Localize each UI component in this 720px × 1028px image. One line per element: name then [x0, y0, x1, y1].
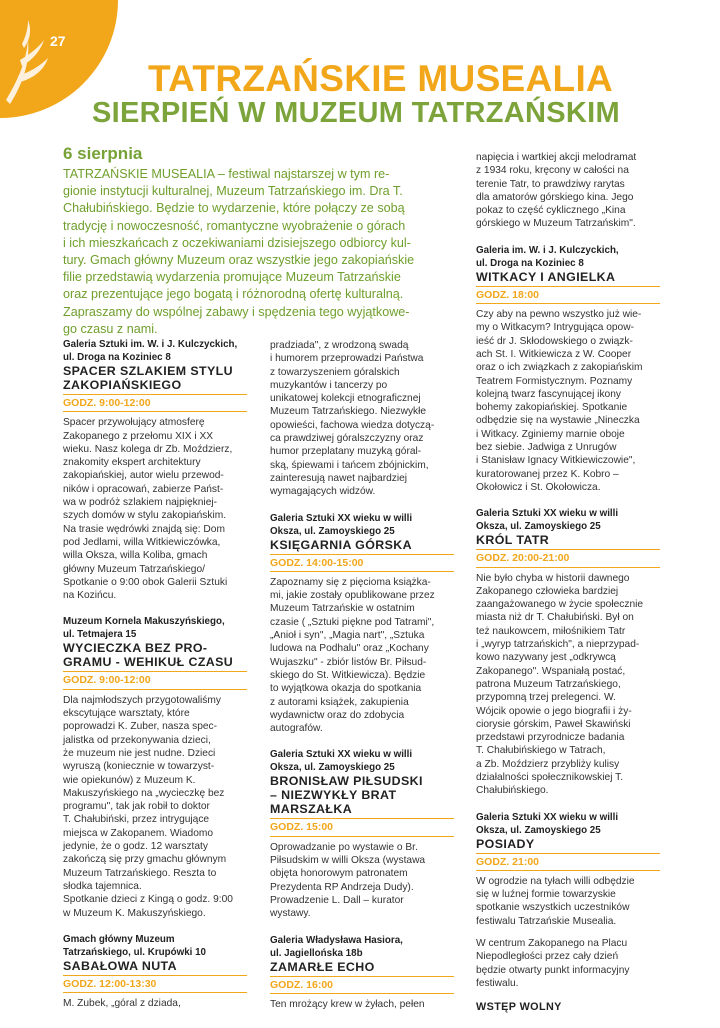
event-description [63, 416, 247, 602]
text-line: WITKACY I ANGIELKA [476, 269, 616, 284]
event-title [63, 959, 247, 973]
text-line: T. Chałubiński, przez intrygujące [63, 814, 210, 826]
text-line: Zapraszamy do wspólnej zabawy i spędzenia tego wyjątkowe- [63, 304, 410, 319]
text-line: szych domów w stylu zakopiańskim. [63, 510, 227, 522]
event-wycieczka-bez-programu [63, 615, 247, 919]
event-spacer-szlakiem [63, 338, 247, 602]
text-line: Galeria Sztuki XX wieku w willi [476, 811, 619, 823]
intro-text [63, 166, 448, 338]
text-line: główny Muzeum Tatrzańskiego/ [63, 563, 205, 575]
text-line: autografów. [270, 723, 323, 735]
text-line: górskiego w Muzeum Tatrzańskim". [476, 218, 636, 230]
text-line: słodka tajemnica. [63, 880, 142, 892]
text-line: wystawy. [270, 908, 311, 920]
text-line: ul. Tetmajera 15 [63, 629, 137, 641]
event-time: GODZ. 14:00-15:00 [270, 554, 454, 572]
text-line: pokaz to część cyklicznego „Kina [476, 205, 626, 217]
text-line: Okołowicz i St. Okołowicza. [476, 481, 601, 493]
event-title [476, 533, 660, 547]
column-1 [63, 338, 247, 1023]
text-line: TATRZAŃSKIE MUSEALIA – festiwal najstarszej w tym re- [63, 167, 390, 181]
event-venue [476, 507, 660, 533]
text-line: z towarzyszeniem góralskich [270, 366, 400, 378]
page-title: TATRZAŃSKIE MUSEALIA [148, 58, 614, 99]
text-line: wyruszą (koniecznie w towarzyst- [63, 761, 215, 773]
text-line: skiego do St. Witkiewicza). Będzie [270, 669, 426, 681]
event-venue [63, 615, 247, 641]
text-line: i „wyryp tatrzańskich", a nieprzypad- [476, 639, 640, 651]
text-line: POSIADY [476, 836, 535, 851]
event-description [270, 339, 454, 499]
text-line: poprowadzi K. Zuber, nasza spec- [63, 721, 218, 733]
text-line: Chałubińskiego. [476, 785, 549, 797]
text-line: dla amatorów górskiego kina. Jego [476, 191, 634, 203]
text-line: T. Chałubińskiego w Tatrach, [476, 745, 606, 757]
text-line: Wójcik opowie o jego biografii i ży- [476, 705, 632, 717]
text-line: ca prawdziwej góralszczyzny oraz [270, 433, 424, 445]
text-line: ską, śpiewami i tańcem zbójnickim, [270, 459, 429, 471]
text-line: będzie otwarty punkt informacyjny [476, 964, 630, 976]
text-line: Dla najmłodszych przygotowaliśmy [63, 694, 221, 706]
info-point-note [476, 937, 660, 990]
text-line: Oksza, ul. Zamoyskiego 25 [476, 521, 601, 533]
text-line: Zapoznamy się z pięcioma książka- [270, 576, 431, 588]
event-time: GODZ. 12:00-13:30 [63, 975, 247, 993]
text-line: kowo nazywany jest „odkrywcą [476, 652, 616, 664]
event-venue [270, 934, 454, 960]
paragraph-gap [476, 928, 660, 937]
text-line: GRAMU - WEHIKUŁ CZASU [63, 655, 234, 670]
text-line: Teatrem Formistycznym. Poznamy [476, 375, 633, 387]
text-line: mi, jakie zostały opublikowane przez [270, 590, 435, 602]
text-line: MARSZAŁKA [270, 802, 353, 817]
event-venue [270, 512, 454, 538]
text-line: SABAŁOWA NUTA [63, 958, 177, 973]
text-line: i Witkacy. Zginiemy marnie oboje [476, 428, 625, 440]
text-line: willa Oksza, willa Koliba, gmach [63, 550, 208, 562]
event-ksiegarnia-gorska [270, 512, 454, 736]
text-line: tradycję i nowoczesność, romantyczne wyobrażenie o górach [63, 218, 406, 233]
event-time: GODZ. 16:00 [270, 976, 454, 994]
event-title [476, 837, 660, 851]
event-title [63, 364, 247, 392]
text-line: Oprowadzanie po wystawie o Br. [270, 841, 418, 853]
text-line: WYCIECZKA BEZ PRO- [63, 641, 208, 656]
event-sabalowa-nuta-continued [270, 339, 454, 499]
text-line: z 1934 roku, kręcony w całości na [476, 165, 629, 177]
event-description [476, 151, 660, 231]
text-line: patrona Muzeum Tatrzańskiego, [476, 678, 621, 690]
event-title [63, 641, 247, 669]
event-time: GODZ. 15:00 [270, 818, 454, 836]
text-line: Zakopanego z przełomu XIX i XX [63, 430, 214, 442]
text-line: zaangażowanego w życie społecznie [476, 599, 644, 611]
text-line: działalności społecznikowskiej T. [476, 771, 624, 783]
text-line: Gmach główny Muzeum [63, 933, 175, 945]
text-line: kuratorowanej przez K. Kobro – [476, 468, 619, 480]
text-line: jalistka od przekonywania dzieci, [63, 734, 211, 746]
text-line: Wujaszku" - zbiór listów Br. Piłsud- [270, 656, 427, 668]
text-line: Galeria Sztuki XX wieku w willi [270, 512, 413, 524]
intro-date: 6 sierpnia [63, 144, 143, 163]
event-posiady [476, 811, 660, 1015]
text-line: Galeria Sztuki XX wieku w willi [476, 508, 619, 520]
event-description [63, 997, 247, 1010]
text-line: w Muzeum K. Makuszyńskiego. [63, 907, 206, 919]
text-line: unikatowej kolekcji etnograficznej [270, 393, 421, 405]
text-line: wymagających widzów. [270, 486, 376, 498]
text-line: Zakopanego człowieka bardziej [476, 585, 619, 597]
text-line: Makuszyńskiego na „wycieczkę bez [63, 787, 225, 799]
text-line: zakopiańskiej, autor wielu przewod- [63, 470, 224, 482]
text-line: BRONISŁAW PIŁSUDSKI [270, 774, 423, 789]
event-description [270, 576, 454, 736]
text-line: Muzeum Tatrzańskiego. Reszta to [63, 867, 217, 879]
event-time: GODZ. 21:00 [476, 853, 660, 871]
text-line: Spacer przywołujący atmosferę [63, 417, 205, 429]
text-line: W ogrodzie na tyłach willi odbędzie [476, 875, 635, 887]
event-title [270, 538, 454, 552]
text-line: Galeria Władysława Hasiora, [270, 934, 403, 946]
text-line: Nie było chyba w historii dawnego [476, 572, 630, 584]
event-description [476, 572, 660, 798]
text-line: festiwalu Tatrzańskie Musealia. [476, 915, 617, 927]
text-line: znakomity ekspert architektury [63, 457, 201, 469]
event-time: GODZ. 20:00-21:00 [476, 549, 660, 567]
text-line: przedstawi przyrodnicze badania [476, 732, 625, 744]
text-line: i humorem przeprowadzi Państwa [270, 353, 424, 365]
text-line: Spotkanie o 9:00 obok Galerii Sztuki [63, 576, 228, 588]
text-line: SPACER SZLAKIEM STYLU [63, 364, 233, 378]
text-line: zakończą się przy gmachu głównym [63, 854, 227, 866]
text-line: „Anioł i syn", „Magia nart", „Sztuka [270, 630, 425, 642]
text-line: W centrum Zakopanego na Placu [476, 938, 628, 950]
text-line: tury. Gmach główny Muzeum oraz wszystkie jego zakopiańskie [63, 253, 415, 268]
text-line: M. Zubek, „góral z dziada, [63, 998, 181, 1010]
column-2 [270, 339, 454, 1024]
text-line: Niepodległości przez cały dzień [476, 951, 619, 963]
text-line: z autorami książek, zakupienia [270, 696, 409, 708]
text-line: Piłsudskim w willi Oksza (wystawa [270, 855, 426, 867]
event-title [270, 960, 454, 974]
event-venue [63, 338, 247, 364]
text-line: Spotkanie dzieci z Kingą o godz. 9:00 [63, 894, 233, 906]
page-subtitle: SIERPIEŃ W MUZEUM TATRZAŃSKIM [92, 97, 620, 129]
text-line: spotkanie wszystkich uczestników [476, 902, 630, 914]
text-line: na Kozińcu. [63, 590, 117, 602]
event-description [63, 694, 247, 920]
text-line: Prezydenta RP Andrzeja Dudy). [270, 881, 414, 893]
text-line: ul. Droga na Koziniec 8 [476, 257, 584, 269]
event-time: GODZ. 9:00-12:00 [63, 671, 247, 689]
text-line: a Zb. Moździerz przybliży kulisy [476, 758, 620, 770]
text-line: że muzeum nie jest nudne. Dzieci [63, 747, 216, 759]
event-venue [63, 933, 247, 959]
event-venue [270, 748, 454, 774]
event-description [270, 841, 454, 921]
free-entry-label: WSTĘP WOLNY [476, 1001, 562, 1014]
text-line: Muzeum Tatrzańskie w ostatnim [270, 603, 415, 615]
text-line: napięcia i wartkiej akcji melodramat [476, 152, 637, 163]
event-krol-tatr [476, 507, 660, 797]
text-line: terenie Tatr, to prawdziwy rarytas [476, 178, 625, 190]
text-line: Ten mrożący krew w żyłach, pełen [270, 998, 425, 1010]
text-line: jedynie, że o godz. 12 warsztaty [63, 841, 208, 853]
event-witkacy-i-angielka [476, 244, 660, 494]
text-line: Galeria Sztuki im. W. i J. Kulczyckich, [63, 339, 238, 350]
text-line: programu", tak jak robił to doktor [63, 801, 210, 813]
text-line: ul. Jagiellońska 18b [270, 947, 363, 959]
text-line: wydawnictw oraz do zdobycia [270, 709, 405, 721]
text-line: to wyjątkowa okazja do spotkania [270, 683, 422, 695]
event-time: GODZ. 18:00 [476, 286, 660, 304]
text-line: KRÓL TATR [476, 533, 550, 548]
text-line: opowieści, fachowa wiedza dotyczą- [270, 419, 435, 431]
event-sabalowa-nuta [63, 933, 247, 1011]
text-line: czasie ( „Sztuki piękne pod Tatrami", [270, 616, 435, 628]
text-line: muzykantów i tancerzy po [270, 379, 388, 391]
text-line: przypomną trzej prelegenci. W. [476, 692, 616, 704]
event-time: GODZ. 9:00-12:00 [63, 394, 247, 412]
event-title [476, 270, 660, 284]
text-line: Na trasie wędrówki znajdą się: Dom [63, 523, 225, 535]
text-line: oraz o ich związkach z zakopiańskim [476, 362, 643, 374]
event-bronislaw-pilsudski [270, 748, 454, 920]
intro-section [63, 144, 448, 338]
text-line: miasta niż dr T. Chałubiński. Był on [476, 612, 634, 624]
text-line: Zakopanego". Wspaniałą postać, [476, 665, 626, 677]
text-line: ach St. I. Witkiewicza z W. Cooper [476, 348, 632, 360]
event-zamarle-echo [270, 934, 454, 1012]
text-line: festiwalu. [476, 977, 519, 989]
text-line: ników i opracowań, zabierze Państ- [63, 483, 224, 495]
text-line: i ich mieszkańcach z oczekiwaniami dzisiejszego odbiorcy kul- [63, 235, 411, 250]
text-line: odbędzie się na wystawie „Nineczka [476, 415, 640, 427]
text-line: ciorysie górskim, Paweł Skawiński [476, 718, 631, 730]
text-line: gionie instytucji kulturalnej, Muzeum Tatrzańskiego im. Dra T. [63, 184, 403, 199]
text-line: filie przedstawią wydarzenia promujące Muzeum Tatrzańskie [63, 270, 401, 285]
text-line: Muzeum Kornela Makuszyńskiego, [63, 616, 225, 628]
text-line: ZAKOPIAŃSKIEGO [63, 378, 182, 392]
text-line: kolejną twarz fascynującej ikony [476, 388, 621, 400]
text-line: oraz prezentujące jego bogatą i różnorodną ofertę kulturalną. [63, 287, 404, 302]
text-line: Oksza, ul. Zamoyskiego 25 [270, 762, 395, 774]
text-line: też naukowcem, miłośnikiem Tatr [476, 625, 626, 637]
event-description [270, 998, 454, 1011]
event-description [476, 875, 660, 928]
text-line: ekscytujące warsztaty, które [63, 708, 190, 720]
event-venue [476, 811, 660, 837]
event-zamarle-echo-continued [476, 151, 660, 231]
text-line: objęta honorowym patronatem [270, 868, 408, 880]
text-line: się w luźnej formie towarzyskie [476, 889, 616, 901]
text-line: wie opiekunów) z Muzeum K. [63, 774, 196, 786]
column-3 [476, 151, 660, 1028]
text-line: Chałubińskiego. Będzie to wydarzenie, które połączy ze sobą [63, 201, 405, 216]
text-line: Galeria Sztuki XX wieku w willi [270, 749, 413, 761]
event-venue [476, 244, 660, 270]
text-line: ieść dr J. Skłodowskiego o związk- [476, 335, 633, 347]
text-line: pod Jedlami, willa Witkiewiczówka, [63, 536, 221, 548]
text-line: wieku. Nasz kolega dr Zb. Moździerz, [63, 443, 233, 455]
event-description [476, 308, 660, 494]
text-line: bohemy zakopiańskiej. Spotkanie [476, 402, 628, 414]
text-line: ul. Droga na Koziniec 8 [63, 352, 171, 363]
text-line: bez siebie. Jadwiga z Unrugów [476, 442, 617, 454]
text-line: zainteresują nawet najbardziej [270, 472, 408, 484]
text-line: Oksza, ul. Zamoyskiego 25 [476, 824, 601, 836]
page-number: 27 [50, 33, 66, 49]
text-line: go czasu z nami. [63, 321, 158, 336]
text-line: – NIEZWYKŁY BRAT [270, 788, 397, 803]
text-line: pradziada", z wrodzoną swadą [270, 340, 409, 351]
text-line: Galeria im. W. i J. Kulczyckich, [476, 244, 619, 256]
text-line: Czy aby na pewno wszystko już wie- [476, 309, 642, 321]
text-line: i Stanisław Ignacy Witkiewiczowie", [476, 455, 636, 467]
event-title [270, 774, 454, 816]
text-line: Muzeum Tatrzańskiego. Niezwykłe [270, 406, 427, 418]
text-line: Prowadzenie L. Dall – kurator [270, 894, 404, 906]
text-line: KSIĘGARNIA GÓRSKA [270, 537, 412, 552]
text-line: wa w podróż szlakiem najpiękniej- [63, 497, 218, 509]
text-line: Oksza, ul. Zamoyskiego 25 [270, 525, 395, 537]
text-line: miejsca w Zakopanem. Wiadomo [63, 827, 214, 839]
text-line: Tatrzańskiego, ul. Krupówki 10 [63, 946, 206, 958]
text-line: humor przeplatany muzyką góral- [270, 446, 422, 458]
text-line: my o Witkacym? Intrygująca opow- [476, 322, 634, 334]
text-line: ludowa na Podhalu" oraz „Kochany [270, 643, 429, 655]
text-line: ZAMARŁE ECHO [270, 959, 375, 974]
